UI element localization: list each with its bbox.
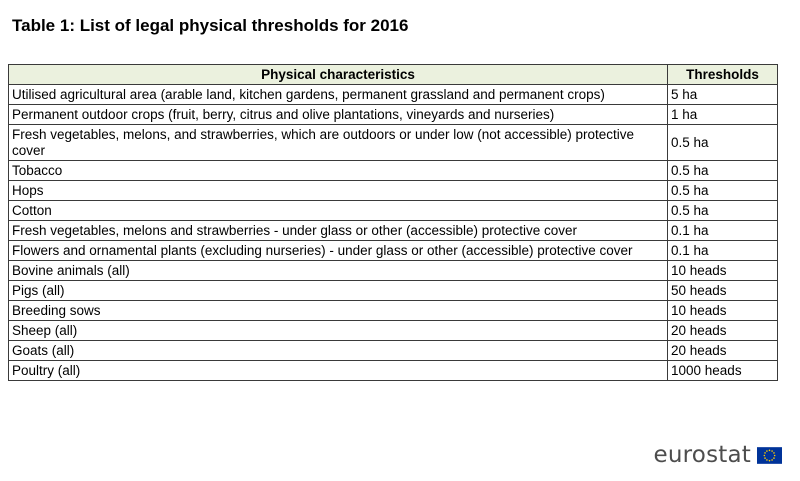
eu-flag-star: [766, 450, 768, 452]
threshold-cell: 20 heads: [668, 321, 778, 341]
characteristic-cell: Flowers and ornamental plants (excluding nurseries) - under glass or other (accessible) protective cover: [9, 241, 668, 261]
eu-flag-star: [764, 457, 766, 459]
threshold-cell: 0.5 ha: [668, 181, 778, 201]
characteristic-cell: Poultry (all): [9, 361, 668, 381]
eurostat-logo-text: eurostat: [653, 442, 751, 468]
characteristic-cell: Permanent outdoor crops (fruit, berry, citrus and olive plantations, vineyards and nurseries): [9, 105, 668, 125]
table-row: [9, 125, 778, 161]
table-row: [9, 341, 778, 361]
eu-flag-star: [773, 452, 775, 454]
table-row: [9, 321, 778, 341]
threshold-cell: 0.5 ha: [668, 125, 778, 161]
table-header-row: [9, 65, 778, 85]
table-title: Table 1: List of legal physical thresholds for 2016: [12, 16, 409, 35]
threshold-cell: 50 heads: [668, 281, 778, 301]
threshold-cell: 1 ha: [668, 105, 778, 125]
column-header-physical-characteristics: Physical characteristics: [9, 65, 668, 85]
eu-flag-star: [766, 459, 768, 461]
table-row: [9, 221, 778, 241]
threshold-cell: 0.5 ha: [668, 161, 778, 181]
characteristic-cell: Hops: [9, 181, 668, 201]
characteristic-cell: Fresh vegetables, melons, and strawberries, which are outdoors or under low (not accessible) protective cover: [9, 125, 668, 161]
characteristic-cell: Utilised agricultural area (arable land, kitchen gardens, permanent grassland and permanent crops): [9, 85, 668, 105]
eu-flag-star: [769, 450, 771, 452]
threshold-cell: 10 heads: [668, 301, 778, 321]
characteristic-cell: Goats (all): [9, 341, 668, 361]
threshold-cell: 10 heads: [668, 261, 778, 281]
table-row: [9, 301, 778, 321]
table-row: [9, 241, 778, 261]
table-row: [9, 85, 778, 105]
characteristic-cell: Tobacco: [9, 161, 668, 181]
eu-flag-star: [769, 460, 771, 462]
threshold-cell: 0.1 ha: [668, 241, 778, 261]
table-body: [9, 85, 778, 381]
threshold-cell: 0.1 ha: [668, 221, 778, 241]
eu-flag-icon: [757, 447, 782, 464]
characteristic-cell: Pigs (all): [9, 281, 668, 301]
table-row: [9, 261, 778, 281]
threshold-cell: 1000 heads: [668, 361, 778, 381]
table-row: [9, 181, 778, 201]
threshold-cell: 0.5 ha: [668, 201, 778, 221]
characteristic-cell: Fresh vegetables, melons and strawberries - under glass or other (accessible) protective cover: [9, 221, 668, 241]
table-row: [9, 201, 778, 221]
table-row: [9, 105, 778, 125]
threshold-cell: 5 ha: [668, 85, 778, 105]
characteristic-cell: Breeding sows: [9, 301, 668, 321]
eu-flag-star: [771, 450, 773, 452]
thresholds-table: [8, 64, 778, 381]
table-row: [9, 281, 778, 301]
eu-flag-star: [771, 459, 773, 461]
table-row: [9, 361, 778, 381]
table-row: [9, 161, 778, 181]
eu-flag-star: [774, 455, 776, 457]
eurostat-logo: [654, 444, 782, 467]
eu-flag-star: [764, 455, 766, 457]
characteristic-cell: Cotton: [9, 201, 668, 221]
eu-flag-star: [773, 457, 775, 459]
characteristic-cell: Sheep (all): [9, 321, 668, 341]
eu-flag-star: [764, 452, 766, 454]
column-header-thresholds: Thresholds: [668, 65, 778, 85]
characteristic-cell: Bovine animals (all): [9, 261, 668, 281]
threshold-cell: 20 heads: [668, 341, 778, 361]
